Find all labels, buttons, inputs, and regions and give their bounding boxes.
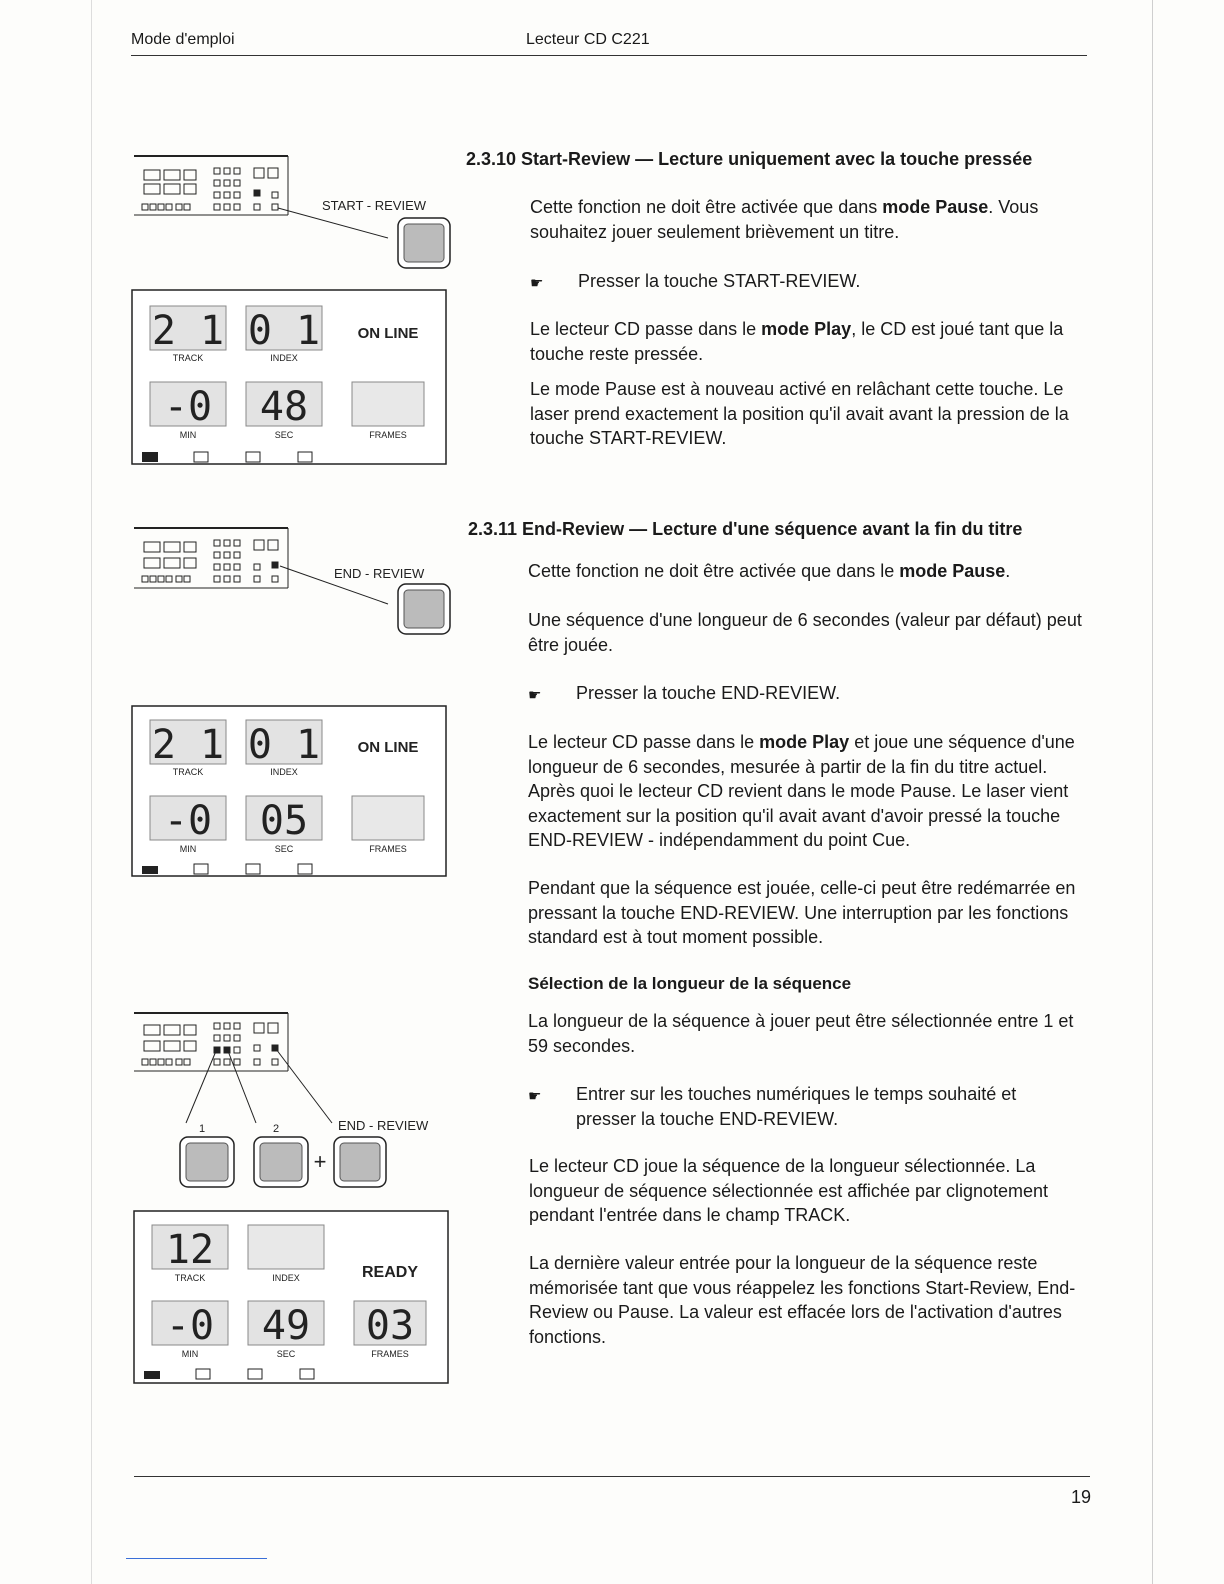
min-label: MIN bbox=[179, 430, 197, 440]
end-review-callout: END - REVIEW bbox=[338, 1118, 429, 1133]
paragraph: Le lecteur CD passe dans le mode Play et joue une séquence d'une longueur de 6 secondes, mesurée à partir de la fin du titre actuel. Après quoi le lecteur CD revient dans le mode Pause. Le laser vient exactement sur la position qu'il avait avant d'avoir pressé la touche END-REVIEW - indépendamment du point Cue. bbox=[528, 732, 1075, 850]
display-panel bbox=[132, 706, 446, 876]
instruction-step: Presser la touche END-REVIEW. bbox=[576, 683, 841, 703]
track-digits: 2 1 bbox=[151, 308, 225, 354]
header-left: Mode d'emploi bbox=[131, 31, 235, 48]
paragraph: Le lecteur CD joue la séquence de la longueur sélectionnée. La longueur de séquence sélectionnée est affichée par clignotement pendant l'entrée dans le champ TRACK. bbox=[529, 1156, 1049, 1225]
figure-end-review bbox=[130, 520, 460, 880]
control-panel-icon bbox=[134, 156, 388, 238]
key-1-label: 1 bbox=[198, 1123, 206, 1135]
track-digits: 2 1 bbox=[151, 722, 225, 768]
header-rule bbox=[131, 55, 1087, 56]
scan-edge-right bbox=[1152, 0, 1153, 1584]
index-label: INDEX bbox=[272, 1273, 300, 1283]
key-2-label: 2 bbox=[272, 1123, 280, 1135]
paragraph: La longueur de la séquence à jouer peut être sélectionnée entre 1 et 59 secondes. bbox=[528, 1011, 1074, 1056]
min-digits: -0 bbox=[163, 798, 213, 844]
hand-pointer-icon: ☛ bbox=[528, 687, 542, 704]
paragraph: Cette fonction ne doit être activée que dans mode Pause. Vous souhaitez jouer seulement brièvement un titre. bbox=[530, 197, 1039, 242]
subsection-title: Sélection de la longueur de la séquence bbox=[528, 974, 852, 993]
sec-digits: 49 bbox=[261, 1303, 311, 1349]
frames-label: FRAMES bbox=[371, 1349, 409, 1359]
min-digits: -0 bbox=[165, 1303, 215, 1349]
sec-label: SEC bbox=[274, 430, 294, 440]
hand-pointer-icon: ☛ bbox=[528, 1088, 542, 1105]
display-panel bbox=[132, 290, 446, 464]
track-label: TRACK bbox=[172, 767, 204, 777]
header-center: Lecteur CD C221 bbox=[526, 31, 650, 48]
start-review-button-icon bbox=[398, 218, 450, 268]
sec-label: SEC bbox=[276, 1349, 296, 1359]
paragraph: La dernière valeur entrée pour la longueur de la séquence reste mémorisée tant que vous réappelez les fonctions Start-Review, End-Review ou Pause. La valeur est effacée lors de l'activation d'autres fonctions. bbox=[529, 1253, 1076, 1347]
plus-sign: + bbox=[313, 1149, 327, 1174]
hand-pointer-icon: ☛ bbox=[530, 275, 544, 292]
key-1-button-icon bbox=[180, 1137, 234, 1187]
paragraph: Une séquence d'une longueur de 6 secondes (valeur par défaut) peut être jouée. bbox=[528, 610, 1082, 655]
min-label: MIN bbox=[179, 844, 197, 854]
control-panel-icon bbox=[134, 1013, 332, 1123]
display-panel bbox=[134, 1211, 448, 1383]
sec-label: SEC bbox=[274, 844, 294, 854]
scan-edge-left bbox=[91, 0, 92, 1584]
end-review-callout: END - REVIEW bbox=[334, 566, 425, 581]
end-review-button-icon bbox=[398, 584, 450, 634]
instruction-step: Presser la touche START-REVIEW. bbox=[578, 271, 861, 291]
index-digits: 0 1 bbox=[247, 722, 321, 768]
paragraph: Cette fonction ne doit être activée que dans le mode Pause. bbox=[528, 561, 1011, 581]
start-review-callout: START - REVIEW bbox=[322, 198, 427, 213]
frames-label: FRAMES bbox=[369, 430, 407, 440]
section-title-end-review: 2.3.11 End-Review — Lecture d'une séquence avant la fin du titre bbox=[468, 519, 1023, 539]
track-digits: 12 bbox=[165, 1227, 215, 1273]
paragraph: Pendant que la séquence est jouée, celle-ci peut être redémarrée en pressant la touche END-REVIEW. Une interruption par les fonctions standard est à tout moment possible. bbox=[528, 878, 1076, 947]
frames-label: FRAMES bbox=[369, 844, 407, 854]
instruction-step: Entrer sur les touches numériques le temps souhaité et presser la touche END-REVIEW. bbox=[576, 1084, 1017, 1129]
sec-digits: 48 bbox=[259, 384, 309, 430]
min-label: MIN bbox=[181, 1349, 199, 1359]
footer-rule bbox=[134, 1476, 1090, 1477]
scan-artifact-line bbox=[126, 1558, 267, 1559]
key-2-button-icon bbox=[254, 1137, 308, 1187]
min-digits: -0 bbox=[163, 384, 213, 430]
status-text: ON LINE bbox=[357, 739, 419, 756]
figure-start-review bbox=[130, 150, 460, 470]
page-number: 19 bbox=[1071, 1487, 1092, 1507]
index-digits: 0 1 bbox=[247, 308, 321, 354]
status-text: ON LINE bbox=[357, 325, 419, 342]
paragraph: Le mode Pause est à nouveau activé en relâchant cette touche. Le laser prend exactement la position qu'il avait avant la pression de la touche START-REVIEW. bbox=[530, 379, 1069, 448]
frames-digits: 03 bbox=[365, 1303, 415, 1349]
end-review-button-icon bbox=[334, 1137, 386, 1187]
track-label: TRACK bbox=[172, 353, 204, 363]
sec-digits: 05 bbox=[259, 798, 309, 844]
index-label: INDEX bbox=[270, 767, 298, 777]
figure-sequence-length bbox=[130, 1005, 460, 1390]
paragraph: Le lecteur CD passe dans le mode Play, le CD est joué tant que la touche reste pressée. bbox=[530, 319, 1064, 364]
track-label: TRACK bbox=[174, 1273, 206, 1283]
status-text: READY bbox=[361, 1264, 419, 1281]
index-label: INDEX bbox=[270, 353, 298, 363]
section-title-start-review: 2.3.10 Start-Review — Lecture uniquement avec la touche pressée bbox=[466, 149, 1033, 169]
